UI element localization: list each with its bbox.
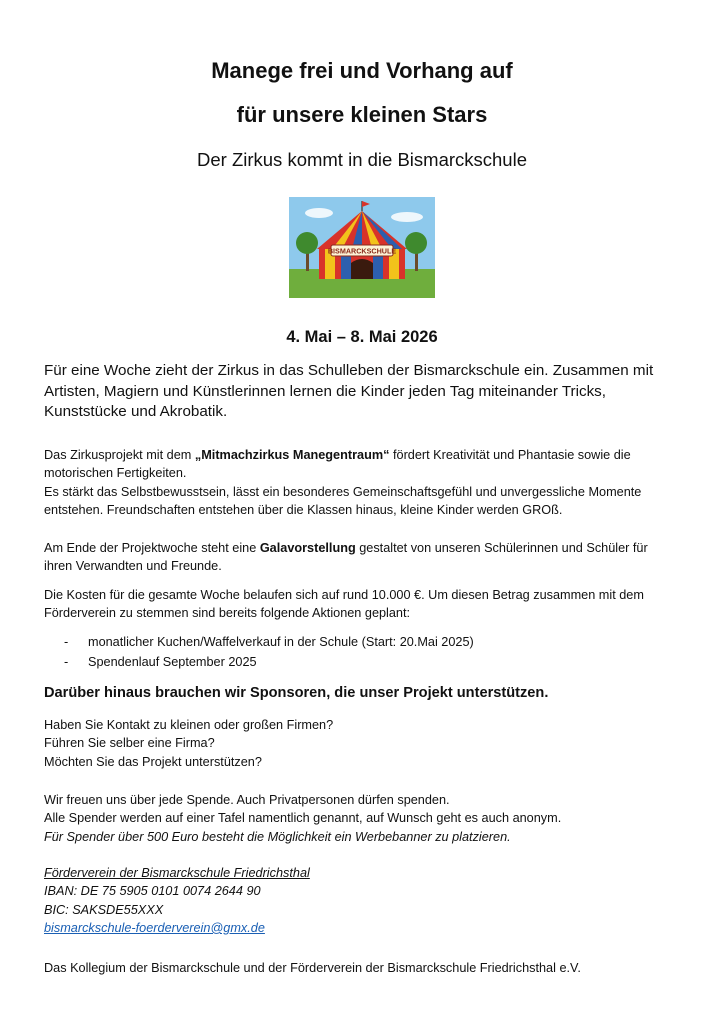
costs-paragraph (44, 586, 684, 623)
project-line (44, 446, 684, 464)
text: Das Zirkusprojekt mit dem (44, 448, 195, 462)
tent-entrance (351, 259, 373, 279)
circus-tent-image (289, 197, 435, 298)
dash-bullet: - (64, 635, 69, 649)
project-line: Es stärkt das Selbstbewusstsein, lässt ein besonderes Gemeinschaftsgefühl und unvergessliche Momente (44, 484, 642, 499)
tree-right (405, 232, 427, 254)
intro-line: Kunststücke und Akrobatik. (44, 403, 228, 420)
banner-note: Für Spender über 500 Euro besteht die Möglichkeit ein Werbebanner zu platzieren. (44, 829, 511, 844)
tree-left (296, 232, 318, 254)
actions-list (44, 632, 684, 672)
intro-line: Für eine Woche zieht der Zirkus in das Schulleben der Bismarckschule ein. Zusammen mit (44, 362, 654, 379)
questions-paragraph (44, 716, 684, 771)
text: Am Ende der Projektwoche steht eine (44, 541, 260, 555)
circus-name: „Mitmachzirkus Manegentraum“ (194, 448, 390, 462)
circus-tent-illustration (289, 197, 435, 298)
text: fördert Kreativität und Phantasie sowie die (389, 448, 631, 462)
bic: BIC: SAKSDE55XXX (44, 902, 164, 917)
text: gestaltet von unseren Schülerinnen und Schüler für (355, 541, 648, 555)
question-line: Möchten Sie das Projekt unterstützen? (44, 754, 262, 769)
subtitle: Der Zirkus kommt in die Bismarckschule (197, 149, 527, 170)
gala-word: Galavorstellung (259, 541, 356, 555)
project-line: entstehen. Freundschaften entstehen über die Klassen hinaus, kleine Kinder werden GROß. (44, 502, 563, 517)
bank-details (44, 864, 684, 937)
title-line-1: Manege frei und Vorhang auf (211, 58, 513, 83)
list-item-text: monatlicher Kuchen/Waffelverkauf in der Schule (Start: 20.Mai 2025) (88, 635, 474, 649)
iban: IBAN: DE 75 5905 0101 0074 2644 90 (44, 884, 261, 899)
donation-line: Wir freuen uns über jede Spende. Auch Privatpersonen dürfen spenden. (44, 793, 450, 807)
question-line: Haben Sie Kontakt zu kleinen oder großen Firmen? (44, 718, 334, 732)
sponsor-heading: Darüber hinaus brauchen wir Sponsoren, die unser Projekt unterstützen. (44, 685, 549, 701)
email-link[interactable]: bismarckschule-foerderverein@gmx.de (44, 920, 265, 935)
donation-paragraph (44, 791, 704, 846)
list-item (44, 652, 684, 672)
association-name: Förderverein der Bismarckschule Friedrichsthal (44, 866, 310, 880)
gala-paragraph (44, 539, 684, 576)
title-line-2: für unsere kleinen Stars (236, 102, 488, 127)
intro-paragraph (44, 361, 684, 423)
project-paragraph (44, 446, 684, 519)
list-item-text: Spendenlauf September 2025 (88, 655, 257, 669)
costs-line: Förderverein zu stemmen sind bereits folgende Aktionen geplant: (44, 606, 411, 621)
cloud (305, 208, 333, 218)
cloud (391, 212, 423, 222)
gala-line: ihren Verwandten und Freunde. (44, 559, 222, 574)
project-line: motorischen Fertigkeiten. (44, 466, 187, 481)
question-line: Führen Sie selber eine Firma? (44, 736, 215, 751)
gala-line (44, 539, 684, 557)
dash-bullet: - (64, 655, 69, 669)
tent-sign-text: BISMARCKSCHULE (327, 246, 397, 256)
costs-line: Die Kosten für die gesamte Woche belaufen sich auf rund 10.000 €. Um diesen Betrag zusammen mit dem (44, 588, 644, 602)
event-date: 4. Mai – 8. Mai 2026 (286, 328, 438, 346)
list-item (44, 632, 684, 652)
donation-line: Alle Spender werden auf einer Tafel namentlich genannt, auf Wunsch geht es auch anonym. (44, 811, 562, 826)
intro-line: Artisten, Magiern und Künstlerinnen lernen die Kinder jeden Tag miteinander Tricks, (44, 382, 606, 400)
signature-footer: Das Kollegium der Bismarckschule und der Förderverein der Bismarckschule Friedrichsthal e.V. (44, 961, 581, 975)
